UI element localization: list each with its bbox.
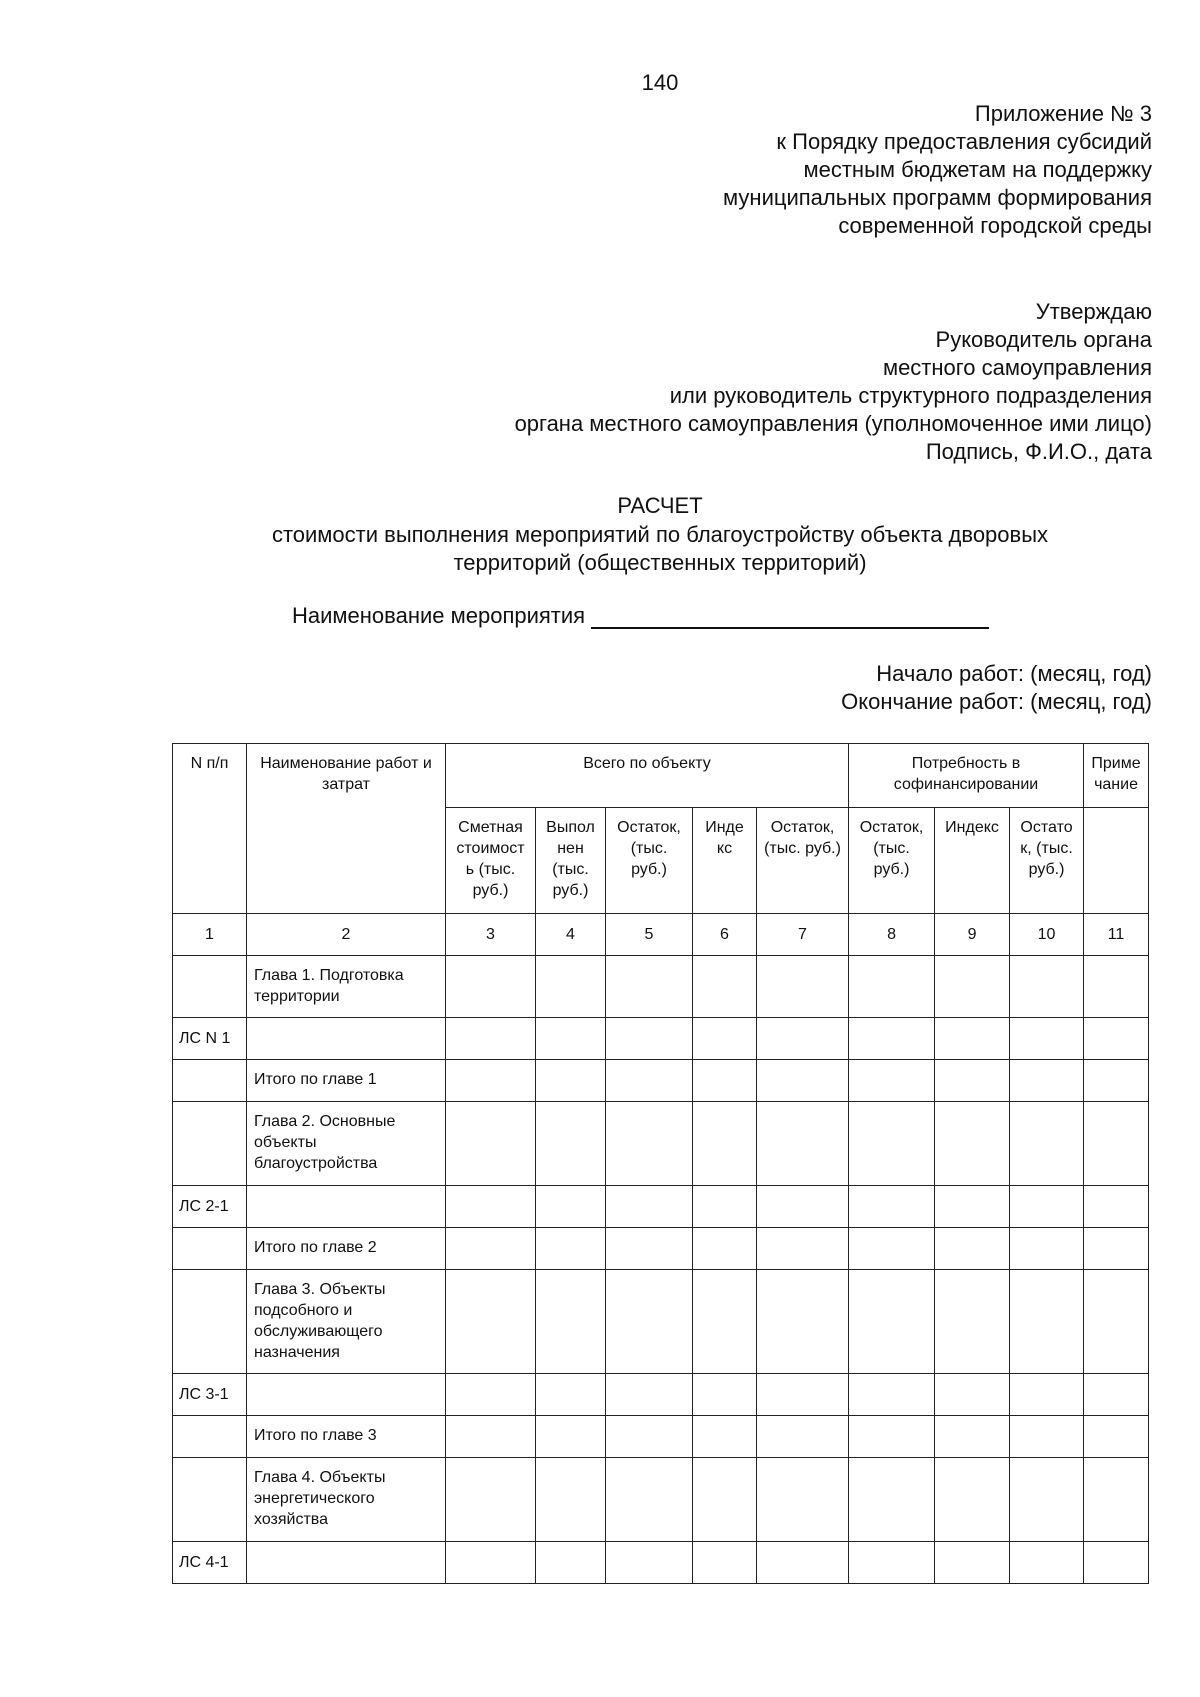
data-cell	[1084, 1018, 1149, 1060]
row-code: ЛС 4-1	[173, 1542, 247, 1584]
row-name: Глава 3. Объекты подсобного и обслуживающего назначения	[247, 1270, 446, 1374]
data-cell	[536, 1542, 606, 1584]
approval-line: местного самоуправления	[882, 355, 1152, 380]
data-cell	[446, 1270, 536, 1374]
data-cell	[849, 1416, 935, 1458]
data-cell	[446, 1416, 536, 1458]
row-name	[247, 1018, 446, 1060]
row-code: ЛС N 1	[173, 1018, 247, 1060]
table-row	[173, 1542, 1149, 1584]
cost-calculation-table	[172, 743, 1149, 1584]
header-num: N п/п	[173, 744, 247, 914]
data-cell	[536, 1186, 606, 1228]
data-cell	[1010, 1270, 1084, 1374]
data-cell	[693, 1060, 757, 1102]
data-cell	[1084, 956, 1149, 1018]
table-row	[173, 1102, 1149, 1186]
appendix-block	[723, 100, 1152, 240]
work-dates	[841, 660, 1152, 716]
data-cell	[606, 1374, 693, 1416]
appendix-line: муниципальных программ формирования	[723, 185, 1152, 210]
data-cell	[606, 1102, 693, 1186]
data-cell	[849, 1228, 935, 1270]
table-row	[173, 956, 1149, 1018]
subheader-cell: Остаток, (тыс. руб.)	[757, 808, 849, 914]
data-cell	[446, 1228, 536, 1270]
appendix-line: современной городской среды	[838, 213, 1152, 238]
data-cell	[757, 1374, 849, 1416]
data-cell	[606, 1542, 693, 1584]
column-number: 11	[1084, 914, 1149, 956]
approval-block	[515, 298, 1152, 466]
data-cell	[693, 1416, 757, 1458]
data-cell	[757, 1186, 849, 1228]
work-start-label: Начало работ: (месяц, год)	[876, 661, 1152, 686]
data-cell	[606, 956, 693, 1018]
data-cell	[757, 1270, 849, 1374]
data-cell	[1084, 1416, 1149, 1458]
data-cell	[536, 1416, 606, 1458]
data-cell	[1084, 1228, 1149, 1270]
subheader-cell: Сметная стоимост ь (тыс. руб.)	[446, 808, 536, 914]
data-cell	[1010, 1186, 1084, 1228]
data-cell	[1084, 1102, 1149, 1186]
row-name: Итого по главе 3	[247, 1416, 446, 1458]
document-subtitle: стоимости выполнения мероприятий по благоустройству объекта дворовых территорий (общественных территорий)	[271, 522, 1049, 575]
appendix-line: Приложение № 3	[974, 101, 1152, 126]
data-cell	[757, 1416, 849, 1458]
data-cell	[446, 956, 536, 1018]
data-cell	[446, 1018, 536, 1060]
data-cell	[536, 1228, 606, 1270]
column-number: 10	[1010, 914, 1084, 956]
data-cell	[606, 1018, 693, 1060]
data-cell	[1010, 1416, 1084, 1458]
header-need: Потребность в софинансировании	[849, 744, 1084, 808]
data-cell	[693, 956, 757, 1018]
data-cell	[1084, 1542, 1149, 1584]
subheader-cell: Выпол нен (тыс. руб.)	[536, 808, 606, 914]
data-cell	[935, 1228, 1010, 1270]
data-cell	[757, 956, 849, 1018]
subheader-cell: Остато к, (тыс. руб.)	[1010, 808, 1084, 914]
subheader-cell: Остаток, (тыс. руб.)	[606, 808, 693, 914]
data-cell	[693, 1228, 757, 1270]
data-cell	[446, 1374, 536, 1416]
data-cell	[849, 1060, 935, 1102]
data-cell	[935, 956, 1010, 1018]
table-row	[173, 1458, 1149, 1542]
row-code	[173, 1270, 247, 1374]
row-name: Итого по главе 1	[247, 1060, 446, 1102]
table-row	[173, 1228, 1149, 1270]
table-row	[173, 1270, 1149, 1374]
row-name	[247, 1186, 446, 1228]
table-row	[173, 1186, 1149, 1228]
data-cell	[849, 1186, 935, 1228]
data-cell	[935, 1018, 1010, 1060]
data-cell	[935, 1186, 1010, 1228]
data-cell	[1084, 1374, 1149, 1416]
approval-line: или руководитель структурного подразделения	[669, 383, 1152, 408]
data-cell	[536, 1060, 606, 1102]
data-cell	[1010, 1102, 1084, 1186]
data-cell	[935, 1270, 1010, 1374]
data-cell	[1084, 1186, 1149, 1228]
subheader-cell: Индекс	[935, 808, 1010, 914]
row-name: Глава 2. Основные объекты благоустройства	[247, 1102, 446, 1186]
data-cell	[1010, 1018, 1084, 1060]
data-cell	[757, 1018, 849, 1060]
data-cell	[446, 1542, 536, 1584]
row-name: Глава 1. Подготовка территории	[247, 956, 446, 1018]
data-cell	[757, 1458, 849, 1542]
row-code	[173, 1060, 247, 1102]
data-cell	[693, 1018, 757, 1060]
table-row	[173, 1416, 1149, 1458]
data-cell	[693, 1458, 757, 1542]
data-cell	[606, 1060, 693, 1102]
row-name: Глава 4. Объекты энергетического хозяйства	[247, 1458, 446, 1542]
row-code	[173, 1416, 247, 1458]
column-number: 3	[446, 914, 536, 956]
data-cell	[849, 1102, 935, 1186]
data-cell	[446, 1102, 536, 1186]
column-number: 7	[757, 914, 849, 956]
column-number: 4	[536, 914, 606, 956]
column-number: 6	[693, 914, 757, 956]
data-cell	[606, 1416, 693, 1458]
page-number: 140	[641, 70, 679, 95]
row-code	[173, 956, 247, 1018]
row-code	[173, 1458, 247, 1542]
data-cell	[693, 1186, 757, 1228]
data-cell	[849, 1270, 935, 1374]
data-cell	[606, 1228, 693, 1270]
data-cell	[1084, 1270, 1149, 1374]
appendix-line: местным бюджетам на поддержку	[803, 157, 1152, 182]
row-code	[173, 1228, 247, 1270]
data-cell	[757, 1542, 849, 1584]
column-number-row	[173, 914, 1149, 956]
column-number: 8	[849, 914, 935, 956]
data-cell	[849, 956, 935, 1018]
column-number: 9	[935, 914, 1010, 956]
subheader-cell: Инде кс	[693, 808, 757, 914]
data-cell	[446, 1060, 536, 1102]
row-code	[173, 1102, 247, 1186]
appendix-line: к Порядку предоставления субсидий	[776, 129, 1152, 154]
data-cell	[757, 1060, 849, 1102]
data-cell	[1010, 956, 1084, 1018]
row-name	[247, 1542, 446, 1584]
header-note: Приме чание	[1084, 744, 1149, 808]
data-cell	[606, 1270, 693, 1374]
data-cell	[693, 1102, 757, 1186]
event-name-label: Наименование мероприятия	[292, 603, 586, 628]
data-cell	[446, 1458, 536, 1542]
event-name-field	[292, 603, 989, 629]
table-row	[173, 1374, 1149, 1416]
data-cell	[536, 1270, 606, 1374]
column-number: 1	[173, 914, 247, 956]
data-cell	[1010, 1060, 1084, 1102]
data-cell	[536, 1102, 606, 1186]
data-cell	[849, 1374, 935, 1416]
column-number: 2	[247, 914, 446, 956]
data-cell	[1084, 1458, 1149, 1542]
table-row	[173, 1060, 1149, 1102]
header-name: Наименование работ и затрат	[247, 744, 446, 914]
data-cell	[606, 1186, 693, 1228]
data-cell	[693, 1270, 757, 1374]
approval-line: Подпись, Ф.И.О., дата	[925, 439, 1152, 464]
data-cell	[849, 1018, 935, 1060]
data-cell	[935, 1416, 1010, 1458]
data-cell	[536, 1374, 606, 1416]
work-end-label: Окончание работ: (месяц, год)	[841, 689, 1152, 714]
column-number: 5	[606, 914, 693, 956]
data-cell	[849, 1542, 935, 1584]
data-cell	[757, 1228, 849, 1270]
row-code: ЛС 2-1	[173, 1186, 247, 1228]
approval-line: Руководитель органа	[935, 327, 1152, 352]
data-cell	[536, 1018, 606, 1060]
data-cell	[757, 1102, 849, 1186]
approval-line: Утверждаю	[1035, 299, 1152, 324]
data-cell	[536, 956, 606, 1018]
data-cell	[693, 1374, 757, 1416]
approval-line: органа местного самоуправления (уполномоченное ими лицо)	[514, 411, 1152, 436]
data-cell	[849, 1458, 935, 1542]
data-cell	[935, 1060, 1010, 1102]
data-cell	[1084, 1060, 1149, 1102]
data-cell	[446, 1186, 536, 1228]
data-cell	[935, 1374, 1010, 1416]
subheader-cell	[1084, 808, 1149, 914]
data-cell	[693, 1542, 757, 1584]
event-name-blank-line	[591, 605, 989, 629]
data-cell	[1010, 1228, 1084, 1270]
subheader-cell: Остаток, (тыс. руб.)	[849, 808, 935, 914]
row-name: Итого по главе 2	[247, 1228, 446, 1270]
data-cell	[1010, 1458, 1084, 1542]
row-code: ЛС 3-1	[173, 1374, 247, 1416]
document-title: РАСЧЕТ	[617, 493, 703, 518]
table-row	[173, 1018, 1149, 1060]
data-cell	[1010, 1542, 1084, 1584]
data-cell	[935, 1102, 1010, 1186]
table-header-row	[173, 744, 1149, 808]
data-cell	[935, 1458, 1010, 1542]
data-cell	[606, 1458, 693, 1542]
data-cell	[1010, 1374, 1084, 1416]
data-cell	[935, 1542, 1010, 1584]
row-name	[247, 1374, 446, 1416]
header-total: Всего по объекту	[446, 744, 849, 808]
data-cell	[536, 1458, 606, 1542]
